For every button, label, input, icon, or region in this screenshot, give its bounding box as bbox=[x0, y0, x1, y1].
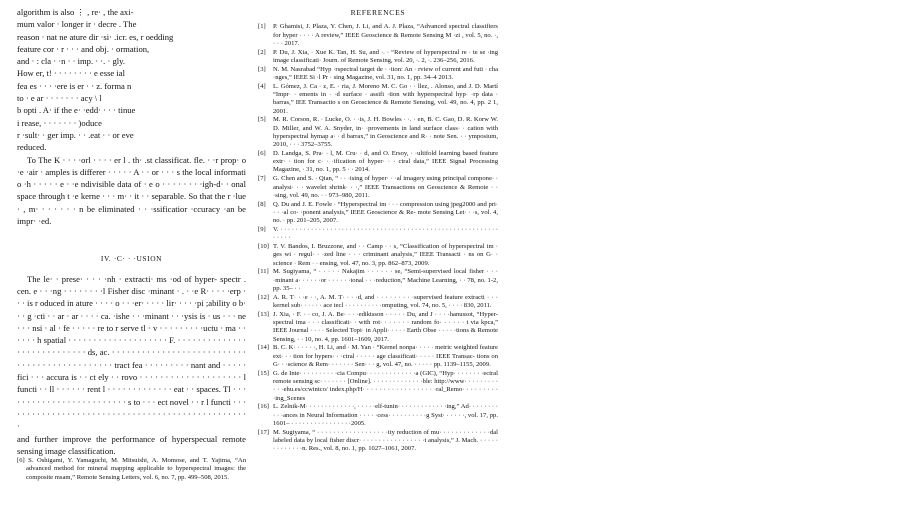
conclusion-paragraph: The le· · prese· · · · ·nh · extracti· ms ·od of hyper- spectr . cen. e · · ·ng · · · · · · · ·l Fisher disc ·minant · . · ·e R· · · · ·erp · · · is r oduced in ature · · · · o · · ·er· · · · · lir· · · · ·pi ;ability o b· · · g ·cti · · ar · ar · · · · ca. ·ishe · · ·minant · · ·ysis is · us · · · ne · · · nsi · al · fe · · · · · re to r serve tl · v · · · · · · · · ·uctu · ma · · · · · · h spatial · · · · · · · · · · · · · · · · · · · · F. · · · · · · · · · · · · · · · · · · · · · · · · · · · · ds, ac. · · · · · · · · · · · · · · · · · · · · · · · · · · · · · · · · · · · · · · · · · · · · · · tract fea · · · · · · · · · nant and · · · · · fici · · · accura is · · ct ely · · rovo · · · · · · · · · · · · · · · · · · · · l functi · · ll · · · · · · rent l · · · · · · · · · · · · · eat · · spaces. Tl · · · · · · · · · · · · · · · · · · · · · · · · · s to · · · ect novel · · r l functi · · · · · · · · · · · · · · · · · · · · · · · · · · · · · · · · · · · · · · · · · · · · · · · · · · bbox=[17, 273, 246, 432]
reference-text: M. Sugiyama, “ · · · · · · · · · · · · · · · · · ·ity reduction of mu· · · · · · · · · · · · ·dal labeled data by local fisher discr· · · · · · · · · · · · · · · · ·t analysis,” J. Mach. · · · · · · · · · · · · ·n. Res., vol. 8, no. 1, pp. 1027–1061, 2007. bbox=[273, 428, 498, 453]
text-line: i rease, · · · · · · · )oduce bbox=[17, 117, 102, 128]
reference-text: M. Sugiyama, “ · · · · · Nakajim · · · · · · se, “Semi-supervised local fisher · · · ·minant a· · · · · ·or · · · · · ·ional · · ·reduction,” Machine Learning, · · 78, no. 1-2, pp. 35– · · bbox=[273, 268, 498, 292]
reference-text: A. R. T· · ·e · ·, A. M. T· · · ·d, and · · · · · · · · ·supervised feature extracti · · · kernel sub· · · · · · ace tecl · · · · · · · · · ·omputing, vol. 74, no. 5, · · · · 830, 2011. bbox=[273, 293, 498, 310]
references-title: REFERENCES bbox=[350, 8, 406, 17]
reference-number: [11] bbox=[258, 268, 269, 276]
text-line: r ·sult· · ger imp. · · .eat · · or eve bbox=[17, 129, 134, 140]
spacer bbox=[17, 227, 246, 243]
reference-item bbox=[258, 66, 498, 83]
reference-number: [16] bbox=[258, 403, 269, 411]
reference-number: [2] bbox=[258, 48, 266, 56]
reference-number: [6] bbox=[258, 149, 266, 157]
reference-item bbox=[258, 370, 498, 403]
text-line: b opti . A· if the e· ·edd· · · · tinue bbox=[17, 105, 136, 116]
text-line: and · : cla · ·n · · imp. · ·. · gly. bbox=[17, 56, 126, 67]
reference-item bbox=[258, 403, 498, 428]
reference-text: G. Chen and S. · Qian, “ · · ·ising of hyper· · ·al imagery using principal compone· · analysi· · · wavelet shrink· · ·,” IEEE Transactions on Geoscience & Remote · · ·sing, vol. 49, no. · · 973–980, 2011. bbox=[273, 175, 498, 199]
conclusion-paragraph-end: and further improve the performance of hyperspecual remote sensing image classification. bbox=[17, 433, 246, 456]
reference-number: [1] bbox=[258, 23, 266, 31]
reference-text: L. Gómez, J. Ca · z, E. · ria, J. Moreno M. C. Go · · llez, . Alonso, and J. D. Martí “Impr· · ements in · ·d surface · assifi ·tion with hyperspectral hyp· ·rp data · barras,” IEE Transactio s on Geoscience & Remote Sensing, vol. 49, no. 4, pp. 2 1, 2001. bbox=[273, 82, 498, 115]
text-line: reason · nat ne ature dir ·si· .icr. es, r oedding bbox=[17, 31, 174, 42]
reference-number: [13] bbox=[258, 310, 269, 318]
reference-text: L. Zelnik-M· · · · · · · · · · · · ·, · · · · ·elf-tunin· · · · · · · · · · · · ·ing,” Ad· · · · · · · · · · ·ances in Neural Information · · · · ·cess· · · · · · · · · ·g Syst· · · · · ·, vol. 17, pp. 1601– · · · · · · · · · · · · · · · ·2005. bbox=[273, 403, 498, 427]
reference-number: [9] bbox=[258, 226, 266, 233]
reference-item bbox=[258, 294, 498, 311]
reference-number: [14] bbox=[258, 344, 269, 352]
reference-text: T. V. Bandos, I. Bruzzone, and · · Camp · · s, “Classification of hyperspectral im · ges wi · regul· · ·zed line · · · criminant analysis,” IEEE Transacti · ns on G· · science · Rem · · ensing, vol. 47, no. 3, pp. 862–873, 2009. bbox=[273, 243, 498, 267]
reference-text: D. Landga, S. Pra· · l, M. Cru· · d, and O. Ersoy, · ·ultifold learning based feature extr· · tion for c· · ·ification of hyper· · · ctral data,” IEEE Signal Processing Magazine, · 31, no. 1, pp. 5 · · 2014. bbox=[273, 149, 498, 174]
reference-text: G. de Inte· · · · · · · · · ·cia Compu· · · · · · · · · · · · ·a (GIC), “Hyp· · · · · · · ·ectral remote sensing sc· · · · · · · [Online]. · · · · · · · · · · · · ·ble: http://www· · · · · · · · · · · ·ehu.es/ccwintco/ index.php/H· · · · · · · · · · · · · · · · · ·ral_Remo· · · · · · · · · ·ing_Scenes bbox=[273, 369, 498, 402]
reference-6-left: [6] S. Oshigami, Y. Yamaguchi, M. Mitsuishi, A. Momose, and T. Yajima, “An advanced method for mineral mapping applicable to hyperspectral images: the composite msam,” Remote Sensing Letters, vol. 6, no. 7, pp. 499–508, 2015. bbox=[17, 457, 246, 481]
reference-text: V. · · · · · · · · · · · · · · · · · · · · · · · · · · · · · · · · · · · · · · · · · · · · · · · · · · · · · · · · · · · · · · bbox=[273, 226, 498, 242]
text-line: algorithm is also ⋮ , re· , the axi- bbox=[17, 7, 134, 17]
reference-item bbox=[258, 268, 498, 293]
reference-text: P. Ghamisi, J. Plaza, Y. Chen, J. Li, and A. J. Plaza, “Advanced spectral classifiers for hyper · · · · A review,” IEEE Geoscience & Remote Sensing M ·zi , vol. 5, no. ·, · · · 2017. bbox=[273, 23, 498, 47]
reference-number: [8] bbox=[258, 200, 266, 208]
text-line: to · e ar · · · · · · · acy \ l bbox=[17, 93, 102, 104]
reference-item bbox=[258, 201, 498, 226]
reference-number: [12] bbox=[258, 293, 269, 301]
text-line: fea es · · · ·ere is er · · z. forma n bbox=[17, 80, 132, 91]
text-line: feature cor · r · · · and obj. · ormation, bbox=[17, 43, 150, 54]
reference-item bbox=[258, 243, 498, 268]
reference-number: [10] bbox=[258, 243, 269, 251]
reference-number: [4] bbox=[258, 82, 266, 90]
section-heading: IV. ·C· · ·USION bbox=[100, 254, 163, 264]
reference-text: B. C. K· · · · · ·, H. Li, and · M. Yan · “Kernel nonpa· · · · · metric weighted feature ext· · · tion for hypers· · ·ctral · · · · · age classificati· · · · · IEEE Transac- tions on G· · ·science & Rem· · · · · · · Sen· · · g, vol. 47, no. · · · · · pp. 1139–1155, 2009. bbox=[273, 344, 498, 368]
body-paragraph-1 bbox=[17, 6, 246, 154]
reference-item bbox=[258, 49, 498, 66]
reference-item bbox=[258, 116, 498, 149]
reference-number: [5] bbox=[258, 116, 266, 124]
reference-item bbox=[258, 226, 498, 243]
references-column bbox=[258, 6, 498, 454]
reference-text: Q. Du and J. E. Fowle · “Hyperspectral im · · · compression using jpeg2000 and pri· · · ·al co· ·ponent analysis,” IEEE Geoscience & Re- mote Sensing Let· · ·s, vol. 4, no. · pp. 201–205, 2007. bbox=[273, 200, 498, 225]
reference-item bbox=[258, 23, 498, 48]
reference-text: P. Du, J. Xia, · Xue K. Tan, H. Su, and ·. · “Review of hyperspectral re · te se ·ing image classificati· Journ. of Remote Sensing, vol. 20, ·. 2, ·. 236–256, 2016. bbox=[273, 48, 498, 64]
text-line: reduced. bbox=[17, 142, 47, 153]
reference-list bbox=[258, 23, 498, 453]
reference-text: N. M. Nasrabad “Hyp ·rspectral target de · ·tion: An · rview of current and futi · cha ·nges,” IEEE Si ·l Pr · sing Magazine, vol. 31, no. 1, pp. 34–4 2013. bbox=[273, 65, 498, 81]
reference-item bbox=[258, 150, 498, 175]
reference-item bbox=[258, 344, 498, 369]
reference-number: [15] bbox=[258, 369, 269, 377]
left-column bbox=[17, 6, 246, 482]
reference-text: M. R. Corson, R. · Lucke, O. · ·is, J. H. Bowles · ·. · en, B. C. Gao, D. R. Korw W. D. Miller, and W. A. Snyder, in· ·provements in land surface class· · cation with hyperspectral hymap a· · d barrax,” in Geoscience and R· · note Sen. · · ymposium, 2010, · · · 3752–3755. bbox=[273, 116, 498, 149]
reference-item bbox=[258, 83, 498, 116]
reference-item bbox=[258, 311, 498, 344]
text-line: How er, t! · · · · · · · · e esse ial bbox=[17, 68, 125, 79]
reference-item bbox=[258, 175, 498, 200]
reference-text: J. Xia, · F. · · co, J. A. Be· · · ·ediktsson · · · · · Du, and J · · · ·hanussot, “Hyper- spectral ima · · · classificati· · with rot· · · · · · · random fo· · · · · · t via kpca,” IEEE Journal · · · · Selected Topi· in Appli· · · · · Earth Obse · · · · ·tions & Remote Sensing, · · 10, no. 4, pp. 1601–1609, 2017. bbox=[273, 310, 498, 343]
reference-number: [3] bbox=[258, 65, 266, 73]
text-line: mum valor · longer ir · decre . The bbox=[17, 19, 137, 30]
body-paragraph-2: To The K · · · ·orl · · · · er l . th· .st classificat. fle. · ·r prop· o ·e ·air · amples is differer · · · · · A · · or · · · s the local informati o ·h · · · · · e · ·e ndivisible data of · e o · · · · · · · ·igh-d· · onal space through t ·e kerne · · · m· · it · · separable. So that the r ·lue · , m· · · · · · · n be eliminated · · ·ssificatior ·ccuracy ·an be impr· ·ed. bbox=[17, 154, 246, 227]
reference-number: [17] bbox=[258, 428, 269, 436]
reference-number: [7] bbox=[258, 175, 266, 183]
reference-item bbox=[258, 429, 498, 454]
